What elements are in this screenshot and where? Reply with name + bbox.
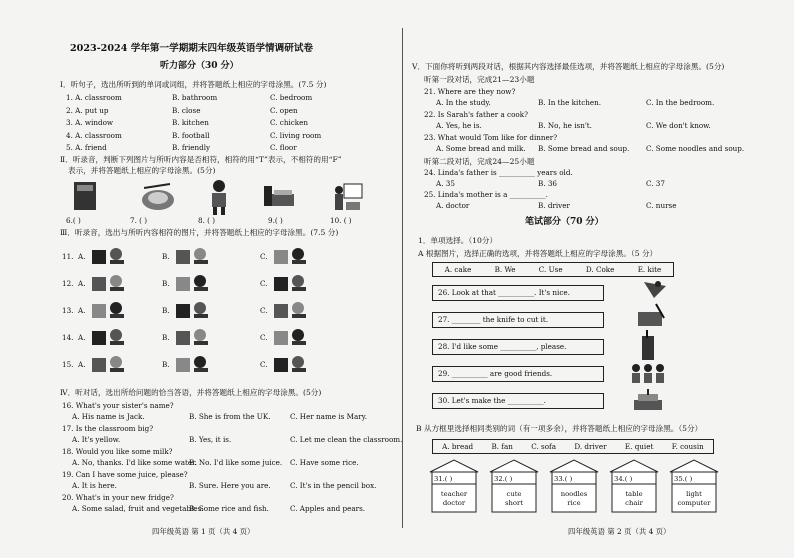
option-c: C. Her name is Mary.: [290, 412, 368, 421]
written-header: 笔试部分（70 分）: [525, 217, 604, 227]
option-letter: B.: [162, 279, 170, 288]
question-number: 13.: [62, 306, 74, 315]
house-word: teacher: [440, 490, 468, 498]
question: 25. Linda's mother is a __________.: [424, 190, 548, 199]
option-a: 3. A. window: [66, 118, 114, 127]
classroom-picture: [330, 180, 364, 214]
option-a: A. No, thanks. I'd like some water.: [72, 458, 198, 467]
house-number: 32.( ): [494, 475, 513, 483]
option-a: A. 35: [436, 179, 455, 188]
judge-label: 7. ( ): [130, 216, 148, 225]
word-option: E. quiet: [624, 442, 654, 451]
word-option: C. Use: [538, 265, 563, 274]
option-a: A. Some salad, fruit and vegetables.: [72, 504, 204, 513]
option-c: C. 37: [646, 179, 665, 188]
option-b: B. bathroom: [172, 93, 218, 102]
friends-picture: [628, 362, 668, 386]
option-c: C. open: [270, 105, 298, 115]
option-letter: A.: [78, 252, 86, 261]
option-b: B. friendly: [172, 143, 211, 152]
question: 23. What would Tom like for dinner?: [424, 133, 558, 142]
option-picture: [88, 298, 128, 320]
option-letter: A.: [78, 360, 86, 369]
house-word: noodles: [560, 490, 588, 498]
option-picture: [172, 352, 212, 374]
option-picture: [270, 325, 310, 347]
word-option: B. We: [494, 265, 516, 274]
option-b: B. driver: [538, 201, 570, 210]
word-option: A. bread: [442, 442, 474, 451]
option-letter: A.: [78, 279, 86, 288]
question: 19. Can I have some juice, please?: [62, 470, 188, 479]
question: 24. Linda's father is __________ years old.: [424, 168, 573, 177]
option-letter: C.: [260, 279, 268, 288]
part-a-heading: A 根据图片，选择正确的选项，并将答题纸上相应的字母涂黑。（5 分）: [418, 249, 658, 258]
option-a: 4. A. classroom: [66, 130, 122, 140]
option-c: C. Apples and pears.: [290, 504, 366, 513]
question-number: 15.: [62, 360, 74, 369]
option-letter: C.: [260, 306, 268, 315]
section-3-heading: Ⅲ．听录音，选出与所听内容相符的图片，并将答题纸上相应的字母涂黑。(7.5 分): [60, 228, 339, 237]
sentence-text: 26. Look at that __________. It's nice.: [438, 288, 570, 297]
word-option: B. fan: [491, 442, 513, 451]
option-b: B. Sure. Here you are.: [189, 481, 271, 490]
option-picture: [88, 271, 128, 293]
option-letter: C.: [260, 360, 268, 369]
left-footer: 四年级英语 第 1 页（共 4 页）: [152, 527, 255, 536]
knife-cake-picture: [634, 302, 666, 332]
food-plate-picture: [140, 180, 176, 214]
option-b: B. Some rice and fish.: [189, 504, 269, 513]
house-word: computer: [677, 499, 711, 507]
option-letter: A.: [78, 306, 86, 315]
judge-label: 8. ( ): [198, 216, 216, 225]
option-b: B. In the kitchen.: [538, 98, 602, 107]
listening-header: 听力部分（30 分）: [160, 61, 239, 71]
house-word: doctor: [442, 499, 466, 507]
option-a: A. doctor: [436, 201, 470, 210]
word-box-a: [432, 262, 674, 277]
coke-cup-picture: [638, 330, 658, 362]
option-b: B. Yes, it is.: [189, 435, 232, 444]
option-c: C. floor: [270, 143, 297, 152]
option-a: A. His name is Jack.: [72, 412, 145, 421]
kite-picture: [640, 278, 670, 302]
option-picture: [88, 352, 128, 374]
option-b: B. close: [172, 105, 201, 115]
judge-label: 10. ( ): [330, 216, 352, 225]
option-picture: [270, 244, 310, 266]
sentence-text: 28. I'd like some __________, please.: [438, 342, 567, 351]
house-word: short: [505, 499, 523, 507]
question: 17. Is the classroom big?: [62, 424, 154, 433]
house-number: 34.( ): [614, 475, 633, 483]
option-b: B. 36: [538, 179, 557, 188]
option-c: C. We don't know.: [646, 121, 711, 130]
option-a: 1. A. classroom: [66, 93, 122, 102]
sentence-text: 30. Let's make the __________.: [438, 396, 546, 405]
option-a: A. Yes, he is.: [436, 121, 482, 130]
question: 21. Where are they now?: [424, 87, 516, 96]
option-letter: B.: [162, 360, 170, 369]
option-c: C. bedroom: [270, 93, 313, 102]
section-4-heading: Ⅳ．听对话，选出所给问题的恰当答语，并将答题纸上相应的字母涂黑。(5分): [60, 388, 322, 397]
option-a: 5. A. friend: [66, 143, 107, 152]
house-word: table: [625, 490, 643, 498]
option-b: B. kitchen: [172, 118, 209, 127]
part-1-heading: 1．单项选择。（10分）: [418, 236, 498, 245]
option-b: B. No, he isn't.: [538, 121, 592, 130]
option-c: C. Some noodles and soup.: [646, 144, 745, 153]
option-c: C. In the bedroom.: [646, 98, 715, 107]
option-picture: [172, 325, 212, 347]
option-c: C. It's in the pencil box.: [290, 481, 377, 490]
question: 18. Would you like some milk?: [62, 447, 173, 456]
part-b-heading: B 从方框里选择相同类别的词（有一项多余），并将答题纸上相应的字母涂黑。（5分）: [416, 424, 703, 433]
house-word: chair: [625, 499, 643, 507]
judge-label: 9.( ): [268, 216, 283, 225]
house-word: cute: [506, 490, 522, 498]
option-letter: B.: [162, 252, 170, 261]
option-picture: [88, 325, 128, 347]
question: 16. What's your sister's name?: [62, 401, 174, 410]
question-number: 11.: [62, 252, 74, 261]
option-picture: [270, 352, 310, 374]
word-option: D. Coke: [585, 265, 615, 274]
option-picture: [172, 271, 212, 293]
exam-title: 2023-2024 学年第一学期期末四年级英语学情调研试卷: [70, 43, 314, 54]
option-a: A. Some bread and milk.: [436, 144, 526, 153]
word-option: E. kite: [637, 265, 662, 274]
house-number: 35.( ): [674, 475, 693, 483]
option-picture: [270, 298, 310, 320]
option-letter: C.: [260, 252, 268, 261]
word-option: F. cousin: [671, 442, 704, 451]
house-number: 31.( ): [434, 475, 453, 483]
cake-picture: [630, 388, 666, 414]
boy-picture: [205, 178, 233, 216]
house-word: light: [686, 490, 702, 498]
section-5-sub2: 听第二段对话，完成24—25小题: [424, 157, 535, 166]
section-2-heading-line2: 表示，并将答题纸上相应的字母涂黑。(5分): [68, 166, 216, 175]
word-option: D. driver: [574, 442, 607, 451]
section-2-heading-line1: Ⅱ．听录音，判断下列图片与所听内容是否相符，相符的用“T”表示，不相符的用“F”: [60, 155, 342, 164]
option-c: C. Let me clean the classroom.: [290, 435, 403, 444]
sentence-text: 27. ________ the knife to cut it.: [438, 315, 549, 324]
right-footer: 四年级英语 第 2 页（共 4 页）: [568, 527, 671, 536]
option-a: A. It's yellow.: [72, 435, 121, 444]
option-c: C. Have some rice.: [290, 458, 359, 467]
option-letter: B.: [162, 333, 170, 342]
question: 20. What's in your new fridge?: [62, 493, 174, 502]
bed-picture: [262, 180, 296, 214]
option-picture: [172, 298, 212, 320]
option-picture: [88, 244, 128, 266]
word-option: A. cake: [444, 265, 472, 274]
section-5-heading: Ⅴ．下面你将听到两段对话，根据其内容选择最佳选项，并将答题纸上相应的字母涂黑。(5分): [412, 62, 725, 71]
page-divider: [402, 28, 403, 528]
option-picture: [270, 271, 310, 293]
option-picture: [172, 244, 212, 266]
question-number: 14.: [62, 333, 74, 342]
option-c: C. living room: [270, 130, 322, 140]
house-word: rice: [567, 499, 581, 507]
option-a: A. It is here.: [72, 481, 117, 490]
option-c: C. chicken: [270, 118, 309, 127]
option-letter: C.: [260, 333, 268, 342]
option-letter: A.: [78, 333, 86, 342]
option-b: B. She is from the UK.: [189, 412, 271, 421]
option-a: A. In the study.: [436, 98, 491, 107]
question-number: 12.: [62, 279, 74, 288]
word-box-b: [432, 439, 714, 454]
option-a: 2. A. put up: [66, 105, 109, 115]
word-option: C. sofa: [531, 442, 557, 451]
option-letter: B.: [162, 306, 170, 315]
section-5-sub1: 听第一段对话，完成21—23小题: [424, 75, 535, 84]
section-1-heading: Ⅰ．听句子，选出所听到的单词或词组，并将答题纸上相应的字母涂黑。(7.5 分): [60, 80, 327, 89]
house-number: 33.( ): [554, 475, 573, 483]
option-b: B. No. I'd like some juice.: [189, 458, 283, 467]
option-b: B. Some bread and soup.: [538, 144, 630, 153]
book-picture: [70, 180, 100, 214]
question: 22. Is Sarah's father a cook?: [424, 110, 528, 119]
judge-label: 6.( ): [66, 216, 81, 225]
option-b: B. football: [172, 130, 210, 140]
sentence-text: 29. __________ are good friends.: [438, 369, 553, 378]
option-c: C. nurse: [646, 201, 677, 210]
